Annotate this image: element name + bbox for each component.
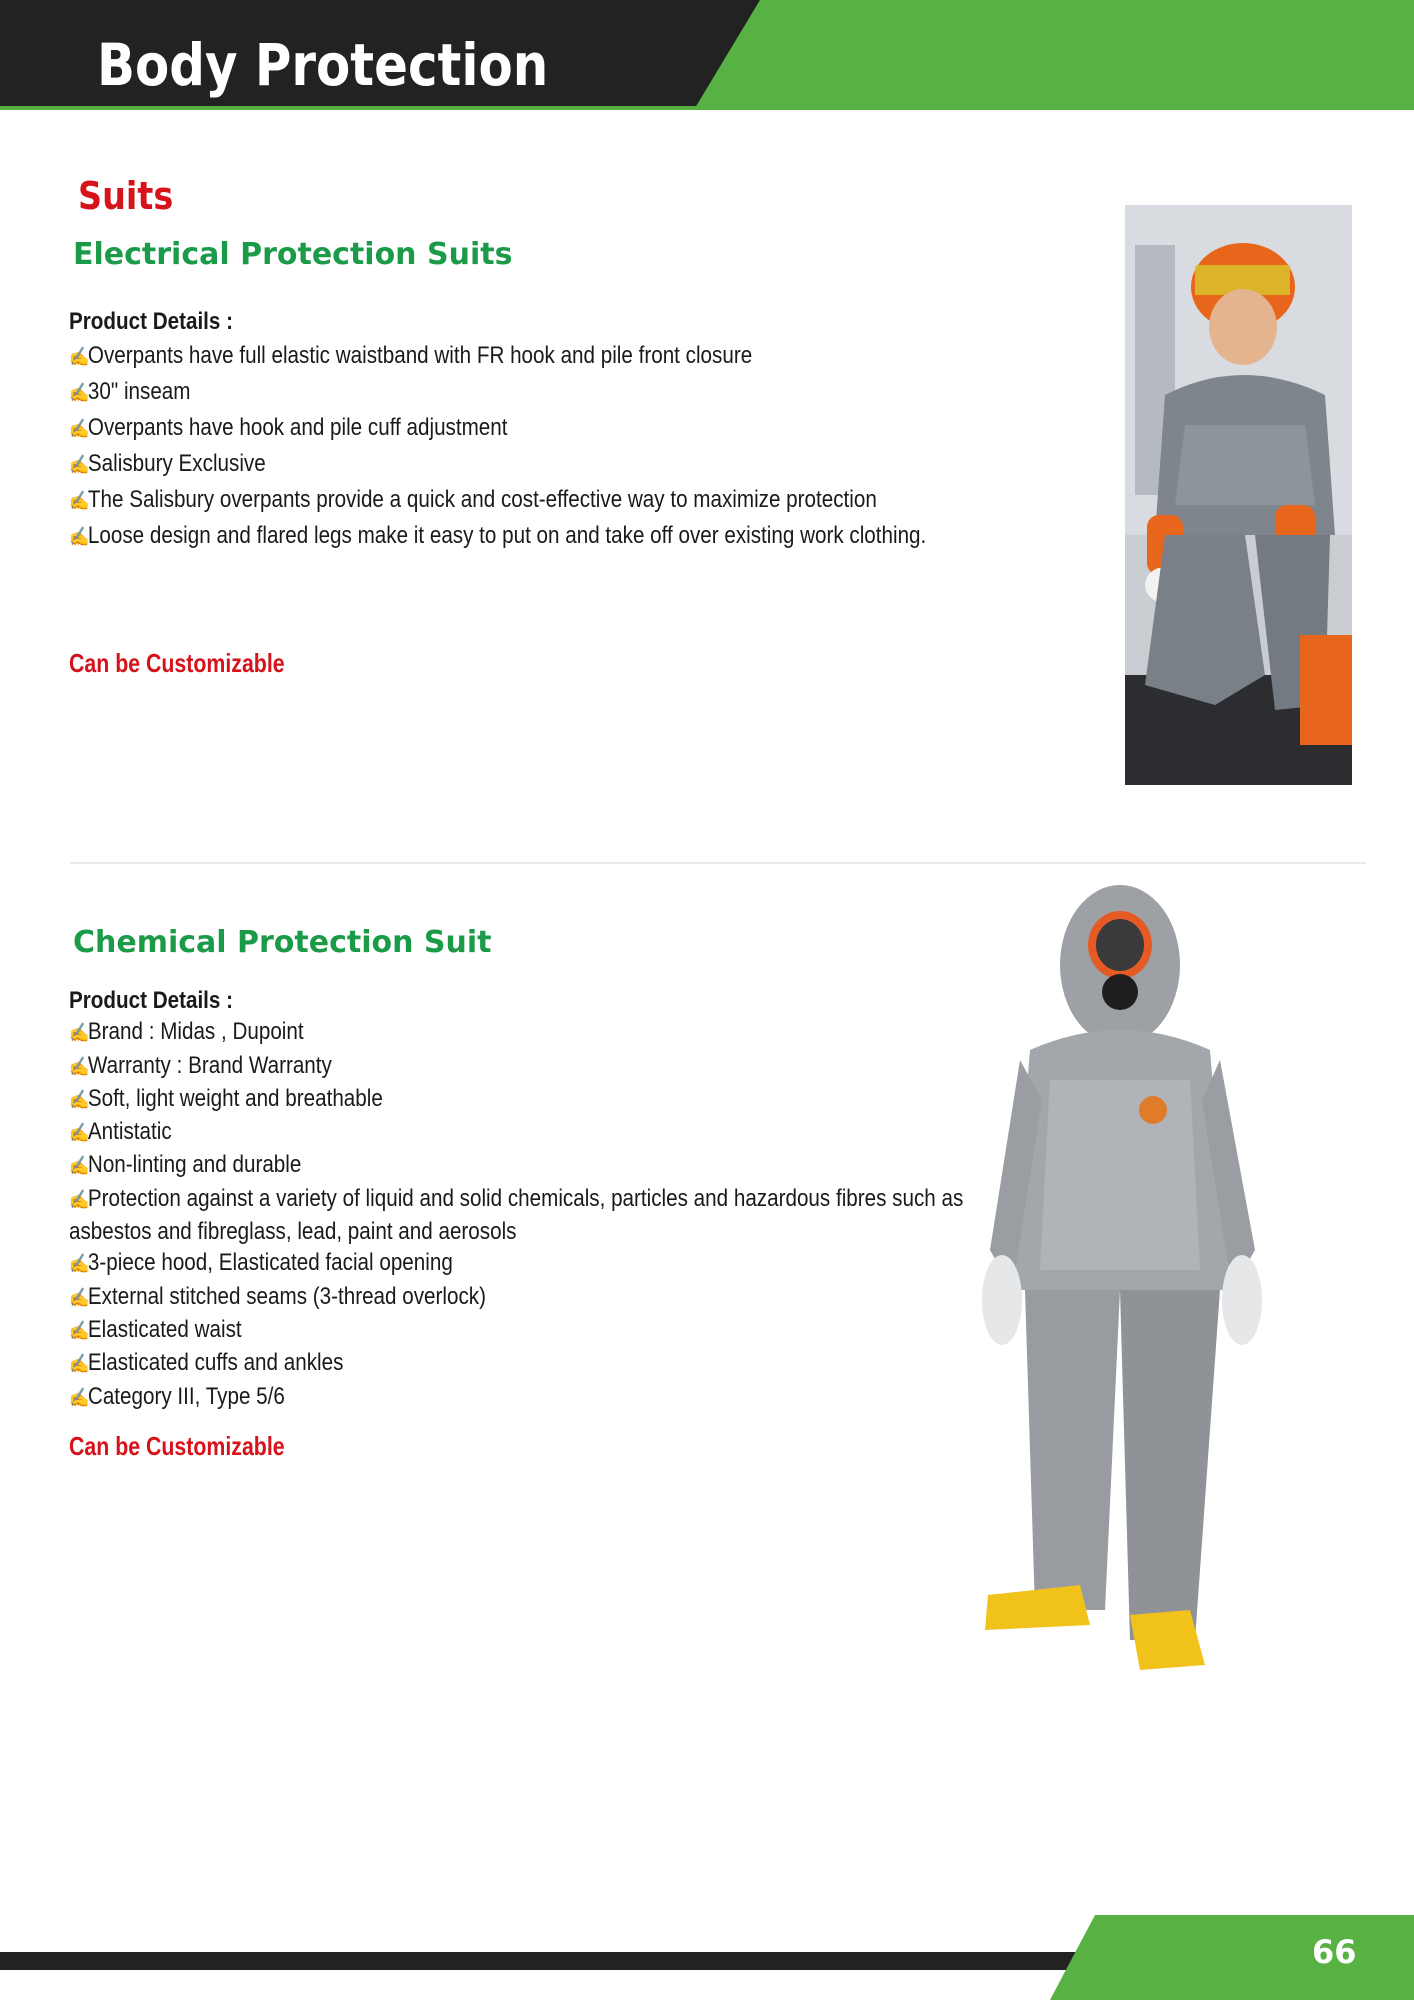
list-item: ✍30" inseam [69,375,981,411]
writing-hand-icon: ✍ [69,1089,90,1111]
list-item: ✍Loose design and flared legs make it easy to put on and take off over existing work clothing. [69,519,981,555]
writing-hand-icon: ✍ [69,1056,90,1078]
footer-banner [0,1910,1414,2000]
page-title: Body Protection [97,31,549,99]
section-title: Suits [78,174,174,218]
details-label: Product Details : [69,987,234,1014]
chemical-suit-photo [980,870,1265,1675]
list-item: ✍Antistatic [69,1116,981,1149]
writing-hand-icon: ✍ [69,1287,90,1309]
writing-hand-icon: ✍ [69,419,90,440]
list-item: ✍Protection against a variety of liquid and solid chemicals, particles and hazardous fibres such as asbestos and fibreglass, lead, paint and aerosols [69,1184,964,1246]
list-item: ✍External stitched seams (3-thread overlock) [69,1281,981,1314]
customizable-note: Can be Customizable [69,1431,285,1461]
header-banner [0,0,1414,110]
writing-hand-icon: ✍ [69,1023,90,1045]
list-item: ✍Overpants have full elastic waistband with FR hook and pile front closure [69,339,981,375]
list-item: ✍The Salisbury overpants provide a quick and cost-effective way to maximize protection [69,483,981,519]
list-item: ✍Brand : Midas , Dupoint [69,1016,981,1049]
customizable-note: Can be Customizable [69,648,285,678]
list-item: ✍Warranty : Brand Warranty [69,1050,981,1083]
page-number: 66 [1312,1933,1357,1971]
writing-hand-icon: ✍ [69,455,90,476]
list-item: ✍Elasticated waist [69,1314,981,1347]
list-item: ✍Overpants have hook and pile cuff adjustment [69,411,981,447]
product-title-chemical: Chemical Protection Suit [73,925,492,960]
electrical-suit-photo [1125,205,1352,785]
product-details-electrical [69,305,1129,555]
list-item: ✍Soft, light weight and breathable [69,1083,981,1116]
footer-graphic [0,1910,1414,2000]
list-item: ✍Category III, Type 5/6 [69,1381,981,1414]
writing-hand-icon: ✍ [69,527,90,548]
list-item: ✍Non-linting and durable [69,1149,981,1182]
list-item: ✍Elasticated cuffs and ankles [69,1347,981,1380]
writing-hand-icon: ✍ [69,1387,90,1409]
details-list [69,339,1129,555]
list-item: ✍3-piece hood, Elasticated facial opening [69,1247,981,1280]
writing-hand-icon: ✍ [69,1123,90,1145]
writing-hand-icon: ✍ [69,1320,90,1342]
writing-hand-icon: ✍ [69,1354,90,1376]
writing-hand-icon: ✍ [69,347,90,368]
section-divider [70,862,1366,864]
details-list [69,1016,1129,1414]
writing-hand-icon: ✍ [69,1254,90,1276]
writing-hand-icon: ✍ [69,491,90,512]
details-label: Product Details : [69,308,234,335]
writing-hand-icon: ✍ [69,383,90,404]
product-details-chemical [69,985,1129,1414]
writing-hand-icon: ✍ [69,1156,90,1178]
writing-hand-icon: ✍ [69,1189,90,1211]
list-item: ✍Salisbury Exclusive [69,447,981,483]
product-title-electrical: Electrical Protection Suits [73,237,513,272]
